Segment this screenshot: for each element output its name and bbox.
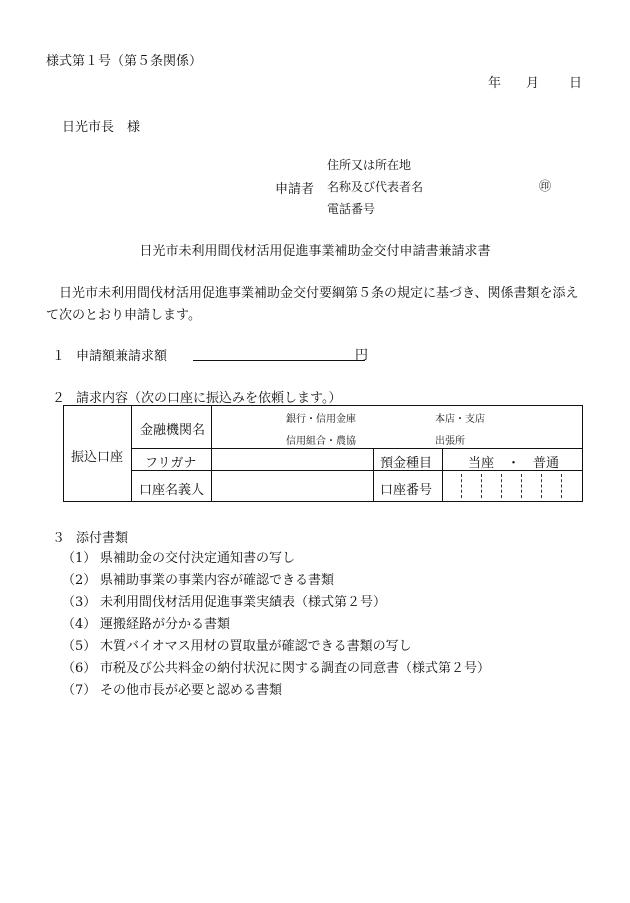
seal-mark: ㊞ [539,179,552,193]
applicant-name-field[interactable]: 名称及び代表者名 [327,180,424,194]
account-holder-label: 口座名義人 [139,483,205,498]
attachment-text: 木質バイオマス用材の買取量が確認できる書類の写し [100,639,412,654]
form-number: 様式第１号（第５条関係） [46,54,203,69]
section3-number: ３ [52,531,66,546]
amount-field[interactable] [193,360,365,361]
furigana-field[interactable] [213,449,371,469]
attachment-text: 県補助金の交付決定通知書の写し [100,551,296,566]
applicant-label: 申請者 [275,182,315,197]
attachment-number: （2） [62,573,97,588]
attachment-number: （4） [62,617,97,632]
account-number-field[interactable] [444,472,580,500]
branch-type-1[interactable]: 本店・支店 [435,414,485,425]
account-table [63,405,583,502]
attachment-item [62,613,230,632]
attachment-text: 未利用間伐材活用促進事業実績表（様式第２号） [100,595,387,610]
section2-label: 請求内容（次の口座に振込みを依頼します。） [76,391,342,406]
section1-number: １ [52,349,66,364]
attachment-text: 運搬経路が分かる書類 [100,617,231,632]
bank-type-2[interactable]: 信用組合・農協 [286,436,356,447]
addressee: 日光市長 様 [62,120,141,135]
deposit-type-label: 預金種目 [380,456,433,471]
account-holder-field[interactable] [213,472,371,500]
section2-number: ２ [52,391,66,406]
attachment-item [62,679,282,698]
date-year: 年 [488,76,502,91]
deposit-type-options[interactable]: 当座 ・ 普通 [468,456,560,471]
attachment-item [62,657,490,676]
attachment-item [62,635,412,654]
attachment-number: （6） [62,661,97,676]
section3-label: 添付書類 [76,531,129,546]
bank-name-label: 金融機関名 [140,423,206,438]
furigana-label: フリガナ [145,456,197,471]
attachment-item [62,591,386,610]
applicant-address-field[interactable]: 住所又は所在地 [327,158,412,172]
body-text: 日光市未利用間伐材活用促進事業補助金交付要綱第５条の規定に基づき、関係書類を添えて次のとおり申請します。 [46,286,579,323]
attachment-number: （7） [62,683,97,698]
table-divider [442,448,443,501]
transfer-account-label: 振込口座 [71,450,124,465]
account-number-label: 口座番号 [380,483,433,498]
attachment-item [62,569,334,588]
attachment-number: （1） [62,551,97,566]
attachment-text: 市税及び公共料金の納付状況に関する調査の同意書（様式第２号） [100,661,491,676]
table-divider [131,406,132,501]
document-title: 日光市未利用間伐材活用促進事業補助金交付申請書兼請求書 [139,244,491,259]
date-month: 月 [526,76,540,91]
bank-type-1[interactable]: 銀行・信用金庫 [286,414,356,425]
attachment-item [62,547,295,566]
section1-label: 申請額兼請求額 [76,349,168,364]
table-divider [373,448,374,501]
applicant-phone-field[interactable]: 電話番号 [327,202,376,216]
amount-unit: 円 [355,348,369,363]
date-day: 日 [569,76,583,91]
table-divider [211,406,212,501]
attachment-number: （3） [62,595,97,610]
attachment-text: 県補助事業の事業内容が確認できる書類 [100,573,335,588]
branch-type-2[interactable]: 出張所 [435,436,465,447]
attachment-text: その他市長が必要と認める書類 [100,683,283,698]
attachment-number: （5） [62,639,97,654]
